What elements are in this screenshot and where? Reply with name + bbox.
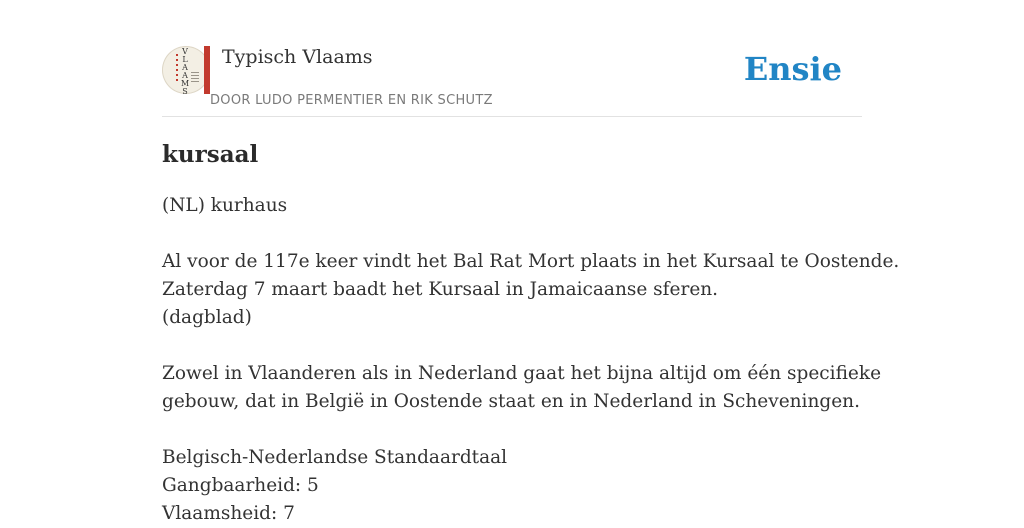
- entry-line: Al voor de 117e keer vindt het Bal Rat Mort plaats in het Kursaal te Oostende.: [162, 251, 900, 272]
- byline: DOOR LUDO PERMENTIER EN RIK SCHUTZ: [210, 93, 493, 108]
- avatar-letter: L: [182, 55, 188, 64]
- entry-line: Zaterdag 7 maart baadt het Kursaal in Jamaicaanse sferen.: [162, 279, 719, 300]
- avatar-letter: A: [182, 63, 188, 72]
- entry-body: [162, 192, 900, 528]
- avatar-letters: [181, 48, 189, 96]
- blog-title[interactable]: Typisch Vlaams: [222, 46, 373, 68]
- avatar-red-lettering: [176, 54, 178, 84]
- avatar-red-band: [204, 46, 210, 94]
- entry-blank-line: [162, 220, 862, 248]
- entry-line: (dagblad): [162, 307, 252, 328]
- avatar[interactable]: [162, 46, 210, 94]
- entry-line: Vlaamsheid: 7: [162, 503, 295, 524]
- entry-blank-line: [162, 416, 862, 444]
- avatar-letter: M: [181, 79, 190, 88]
- avatar-letter: V: [182, 47, 188, 56]
- entry-blank-line: [162, 332, 862, 360]
- entry: [162, 138, 900, 528]
- avatar-letter: A: [182, 71, 188, 80]
- entry-line: gebouw, dat in België in Oostende staat en in Nederland in Scheveningen.: [162, 391, 860, 412]
- entry-line: Belgisch-Nederlandse Standaardtaal: [162, 447, 508, 468]
- avatar-letter: S: [182, 87, 188, 96]
- ensie-logo[interactable]: Ensie: [743, 50, 842, 88]
- entry-line: Zowel in Vlaanderen als in Nederland gaat het bijna altijd om één specifieke: [162, 363, 882, 384]
- entry-line: (NL) kurhaus: [162, 195, 288, 216]
- avatar-text-lines: [191, 72, 199, 82]
- entry-title: kursaal: [162, 141, 259, 168]
- entry-line: Gangbaarheid: 5: [162, 475, 319, 496]
- header: [162, 46, 862, 117]
